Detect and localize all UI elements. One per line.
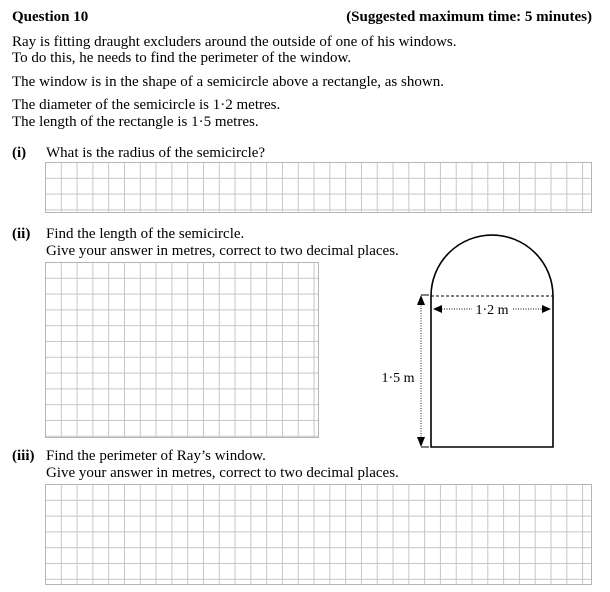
part-ii-question: Find the length of the semicircle. xyxy=(46,226,245,242)
length-label: 1·5 m xyxy=(381,371,415,386)
diameter-statement: The diameter of the semicircle is 1·2 metres. xyxy=(12,97,281,113)
intro-line-2: To do this, he needs to find the perimeter of the window. xyxy=(12,50,352,66)
part-i-question: What is the radius of the semicircle? xyxy=(46,145,266,161)
part-iii-question: Find the perimeter of Ray’s window. xyxy=(46,448,266,464)
length-statement: The length of the rectangle is 1·5 metres. xyxy=(12,114,259,130)
arrowhead-right xyxy=(542,305,551,313)
arrowhead-down xyxy=(417,437,425,447)
part-iii-instruction: Give your answer in metres, correct to two decimal places. xyxy=(46,465,399,481)
suggested-time: (Suggested maximum time: 5 minutes) xyxy=(346,9,592,25)
intro-line-3: The window is in the shape of a semicircle above a rectangle, as shown. xyxy=(12,74,444,90)
window-diagram xyxy=(370,225,585,453)
answer-grid-ii[interactable] xyxy=(45,262,319,438)
answer-grid-iii[interactable] xyxy=(45,484,592,585)
part-ii-label: (ii) xyxy=(12,226,31,242)
part-iii-label: (iii) xyxy=(12,448,35,464)
intro-line-1: Ray is fitting draught excluders around the outside of one of his windows. xyxy=(12,34,457,50)
window-outline xyxy=(431,235,553,447)
part-ii-instruction: Give your answer in metres, correct to two decimal places. xyxy=(46,243,399,259)
diameter-label: 1·2 m xyxy=(475,303,509,318)
answer-grid-i[interactable] xyxy=(45,162,592,213)
question-title: Question 10 xyxy=(12,9,89,25)
part-i-label: (i) xyxy=(12,145,27,161)
arrowhead-left xyxy=(433,305,442,313)
arrowhead-up xyxy=(417,295,425,305)
